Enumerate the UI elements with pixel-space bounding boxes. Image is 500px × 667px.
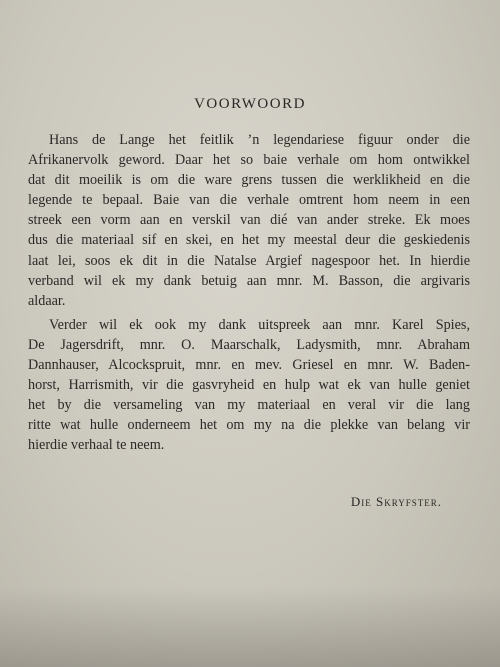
page-title: VOORWOORD: [194, 96, 306, 112]
text-line: Dannhauser, Alcockspruit, mnr. en mev. Griesel en mnr. W. Baden-: [28, 357, 470, 374]
text-line: Hans de Lange het feitlik ’n legendariese figuur onder die: [49, 132, 470, 148]
text-line: legende te bepaal. Baie van die verhale omtrent hom neem in een: [28, 192, 470, 209]
text-line: dat dit moeilik is om die ware grens tussen die werklikheid en die: [28, 172, 470, 189]
signature: Die Skryfster.: [350, 494, 442, 509]
foreword-body: [28, 130, 470, 456]
page-shadow: [0, 587, 500, 667]
text-line: Afrikanervolk geword. Daar het so baie verhale om hom ontwikkel: [28, 152, 470, 169]
text-line: streek een vorm aan en verskil van dié van ander streke. Ek moes: [28, 212, 470, 229]
text-line: verband wil ek my dank betuig aan mnr. M. Basson, die argivaris: [28, 272, 470, 289]
paragraph-1: [28, 130, 470, 311]
text-line: ritte wat hulle onderneem het om my na die plekke van belang vir: [28, 417, 470, 434]
text-line: laat lei, soos ek dit in die Natalse Argief nagespoor het. In hierdie: [28, 252, 470, 269]
text-line: aldaar.: [28, 292, 66, 309]
text-line: De Jagersdrift, mnr. O. Maarschalk, Ladysmith, mnr. Abraham: [28, 336, 470, 353]
paragraph-2: [28, 315, 470, 456]
text-line: hierdie verhaal te neem.: [28, 437, 165, 454]
text-line: horst, Harrismith, vir die gasvryheid en hulp wat ek van hulle geniet: [28, 377, 470, 394]
text-line: het by die versameling van my materiaal en veral vir die lang: [28, 397, 470, 414]
text-line: Verder wil ek ook my dank uitspreek aan mnr. Karel Spies,: [49, 316, 470, 333]
text-line: dus die materiaal sif en skei, en het my meestal deur die geskiedenis: [28, 232, 470, 249]
